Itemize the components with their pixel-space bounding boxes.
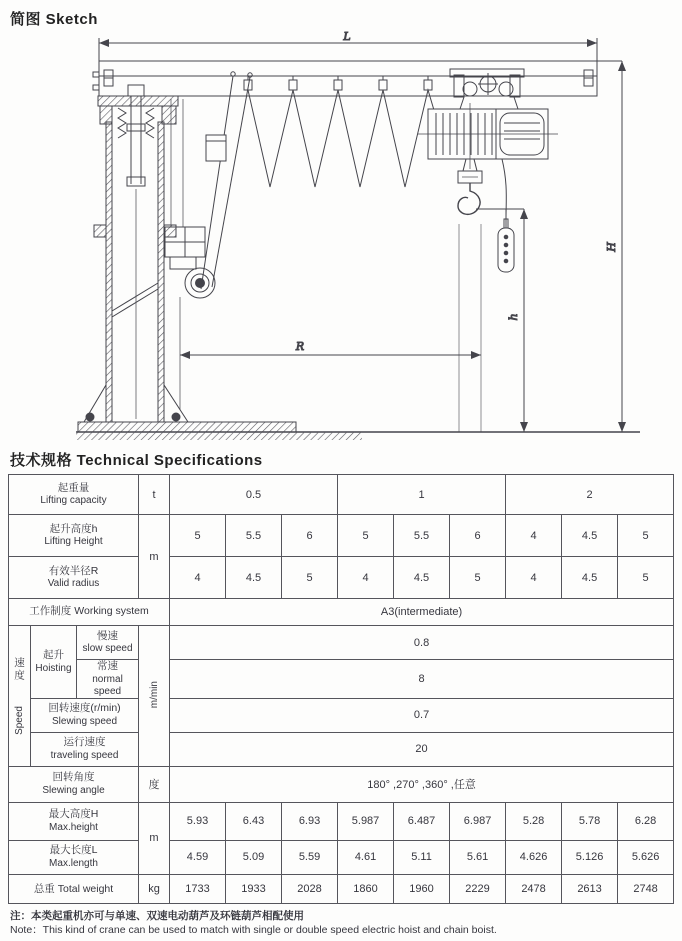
value-maxh-8: 6.28 bbox=[618, 802, 674, 840]
value-radius-0: 4 bbox=[170, 557, 226, 599]
value-weight-8: 2748 bbox=[618, 874, 674, 903]
value-maxh-3: 5.987 bbox=[338, 802, 394, 840]
value-weight-0: 1733 bbox=[170, 874, 226, 903]
value-height-0: 5 bbox=[170, 515, 226, 557]
row-total-weight bbox=[9, 874, 674, 903]
footnote-cn: 注：本类起重机亦可与单速、双速电动葫芦及环链葫芦相配使用 bbox=[10, 909, 304, 922]
value-capacity-0: 0.5 bbox=[170, 475, 338, 515]
label-max-length: 最大长度L Max.length bbox=[9, 840, 139, 874]
row-slewing-speed bbox=[9, 698, 674, 732]
value-maxh-5: 6.987 bbox=[450, 802, 506, 840]
pendant-control bbox=[498, 159, 514, 272]
label-lifting-capacity: 起重量 Lifting capacity bbox=[9, 475, 139, 515]
value-maxh-7: 5.78 bbox=[562, 802, 618, 840]
value-maxh-6: 5.28 bbox=[506, 802, 562, 840]
hoist-body bbox=[418, 103, 558, 169]
dim-length bbox=[99, 30, 597, 61]
jib-beam bbox=[93, 61, 597, 96]
label-slewing-angle: 回转角度 Slewing angle bbox=[9, 766, 139, 802]
value-radius-6: 4 bbox=[506, 557, 562, 599]
value-weight-2: 2028 bbox=[282, 874, 338, 903]
value-maxh-0: 5.93 bbox=[170, 802, 226, 840]
label-normal-speed: 常速 normal speed bbox=[77, 660, 139, 699]
festoon-cable bbox=[244, 76, 458, 187]
label-slow-speed: 慢速 slow speed bbox=[77, 626, 139, 660]
value-radius-8: 5 bbox=[618, 557, 674, 599]
value-working-system: A3(intermediate) bbox=[170, 599, 674, 626]
value-maxl-6: 4.626 bbox=[506, 840, 562, 874]
svg-text:h: h bbox=[507, 313, 520, 321]
spec-table bbox=[8, 474, 674, 904]
row-traveling-speed bbox=[9, 732, 674, 766]
value-height-8: 5 bbox=[618, 515, 674, 557]
value-maxl-5: 5.61 bbox=[450, 840, 506, 874]
value-weight-6: 2478 bbox=[506, 874, 562, 903]
unit-lifting-capacity: t bbox=[139, 475, 170, 515]
label-speed-group: 速度 Speed bbox=[9, 626, 31, 767]
hoist-trolley bbox=[450, 69, 524, 109]
value-height-3: 5 bbox=[338, 515, 394, 557]
unit-m2: m bbox=[139, 802, 170, 874]
value-height-7: 4.5 bbox=[562, 515, 618, 557]
svg-text:H: H bbox=[605, 242, 618, 252]
dim-total-height bbox=[597, 61, 622, 432]
slewing-drive bbox=[165, 227, 215, 298]
value-maxh-2: 6.93 bbox=[282, 802, 338, 840]
value-maxl-4: 5.11 bbox=[394, 840, 450, 874]
value-maxl-1: 5.09 bbox=[226, 840, 282, 874]
value-radius-5: 5 bbox=[450, 557, 506, 599]
label-valid-radius: 有效半径R Valid radius bbox=[9, 557, 139, 599]
row-slewing-angle bbox=[9, 766, 674, 802]
value-weight-4: 1960 bbox=[394, 874, 450, 903]
value-height-5: 6 bbox=[450, 515, 506, 557]
value-maxh-1: 6.43 bbox=[226, 802, 282, 840]
label-max-height: 最大高度H Max.height bbox=[9, 802, 139, 840]
footnote-en: Note：This kind of crane can be used to match with single or double speed electric hoist and chain boist. bbox=[10, 924, 497, 937]
value-traveling-speed: 20 bbox=[170, 732, 674, 766]
row-max-length bbox=[9, 840, 674, 874]
specs-title: 技术规格 Technical Specifications bbox=[10, 452, 263, 469]
svg-text:L: L bbox=[343, 30, 351, 43]
row-working-system bbox=[9, 599, 674, 626]
unit-speed: m/min bbox=[139, 626, 170, 767]
value-slow-speed: 0.8 bbox=[170, 626, 674, 660]
value-radius-2: 5 bbox=[282, 557, 338, 599]
value-radius-3: 4 bbox=[338, 557, 394, 599]
value-maxl-3: 4.61 bbox=[338, 840, 394, 874]
hook bbox=[458, 159, 482, 432]
value-height-6: 4 bbox=[506, 515, 562, 557]
dim-radius bbox=[180, 340, 481, 355]
value-maxl-7: 5.126 bbox=[562, 840, 618, 874]
label-traveling-speed: 运行速度 traveling speed bbox=[31, 732, 139, 766]
value-normal-speed: 8 bbox=[170, 660, 674, 699]
row-max-height bbox=[9, 802, 674, 840]
row-valid-radius bbox=[9, 557, 674, 599]
row-slow-speed bbox=[9, 626, 674, 660]
value-maxl-8: 5.626 bbox=[618, 840, 674, 874]
label-working-system: 工作制度 Working system bbox=[9, 599, 170, 626]
value-slewing-angle: 180° ,270° ,360° ,任意 bbox=[170, 766, 674, 802]
value-weight-5: 2229 bbox=[450, 874, 506, 903]
label-hoisting: 起升 Hoisting bbox=[31, 626, 77, 699]
label-total-weight: 总重 Total weight bbox=[9, 874, 139, 903]
unit-slewing-angle: 度 bbox=[139, 766, 170, 802]
value-height-2: 6 bbox=[282, 515, 338, 557]
unit-m: m bbox=[139, 515, 170, 599]
label-slewing-speed: 回转速度(r/min) Slewing speed bbox=[31, 698, 139, 732]
value-radius-4: 4.5 bbox=[394, 557, 450, 599]
value-capacity-1: 1 bbox=[338, 475, 506, 515]
svg-text:R: R bbox=[295, 340, 305, 353]
row-lifting-height bbox=[9, 515, 674, 557]
value-capacity-2: 2 bbox=[506, 475, 674, 515]
unit-total-weight: kg bbox=[139, 874, 170, 903]
value-weight-1: 1933 bbox=[226, 874, 282, 903]
value-weight-7: 2613 bbox=[562, 874, 618, 903]
row-normal-speed bbox=[9, 660, 674, 699]
footnote bbox=[10, 909, 672, 938]
sketch-title: 简图 Sketch bbox=[10, 11, 98, 28]
value-weight-3: 1860 bbox=[338, 874, 394, 903]
label-lifting-height: 起升高度h Lifting Height bbox=[9, 515, 139, 557]
value-height-1: 5.5 bbox=[226, 515, 282, 557]
crane-sketch bbox=[0, 29, 682, 441]
value-maxl-2: 5.59 bbox=[282, 840, 338, 874]
value-maxl-0: 4.59 bbox=[170, 840, 226, 874]
value-height-4: 5.5 bbox=[394, 515, 450, 557]
value-maxh-4: 6.487 bbox=[394, 802, 450, 840]
value-radius-7: 4.5 bbox=[562, 557, 618, 599]
value-radius-1: 4.5 bbox=[226, 557, 282, 599]
value-slewing-speed: 0.7 bbox=[170, 698, 674, 732]
electrical-box bbox=[201, 72, 252, 289]
row-lifting-capacity bbox=[9, 475, 674, 515]
